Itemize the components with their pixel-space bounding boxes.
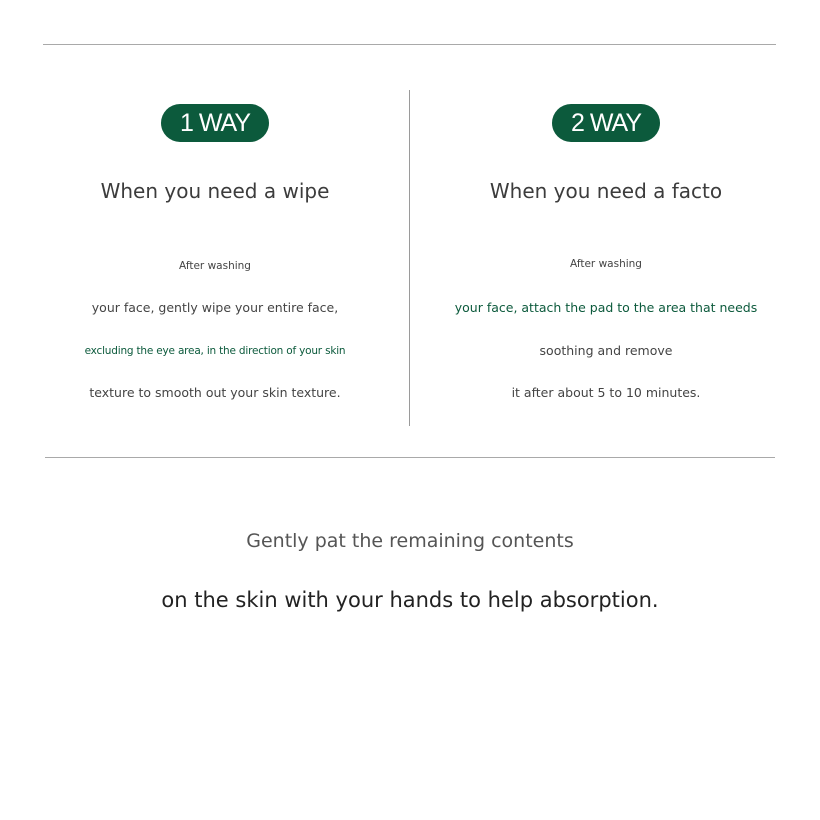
method-2-badge: 2 WAY (552, 104, 660, 142)
middle-divider (45, 457, 775, 458)
footer-line-1: Gently pat the remaining contents (246, 530, 574, 552)
method-1-line-1: After washing (179, 260, 251, 272)
method-1-line-4: texture to smooth out your skin texture. (89, 385, 341, 400)
method-2-line-3: soothing and remove (539, 343, 673, 358)
method-1-line-3: excluding the eye area, in the direction of your skin (84, 345, 346, 357)
method-1-column (30, 0, 400, 440)
footer-line-2: on the skin with your hands to help absorption. (161, 588, 659, 612)
method-1-badge: 1 WAY (161, 104, 269, 142)
method-1-heading: When you need a wipe (100, 179, 330, 203)
column-divider (409, 90, 410, 426)
method-2-line-2: your face, attach the pad to the area that needs (454, 300, 758, 315)
method-2-line-4: it after about 5 to 10 minutes. (511, 385, 701, 400)
method-2-line-1: After washing (570, 258, 642, 270)
method-1-line-2: your face, gently wipe your entire face, (91, 300, 339, 315)
method-2-heading: When you need a facto (489, 179, 723, 203)
method-2-column (420, 0, 792, 440)
